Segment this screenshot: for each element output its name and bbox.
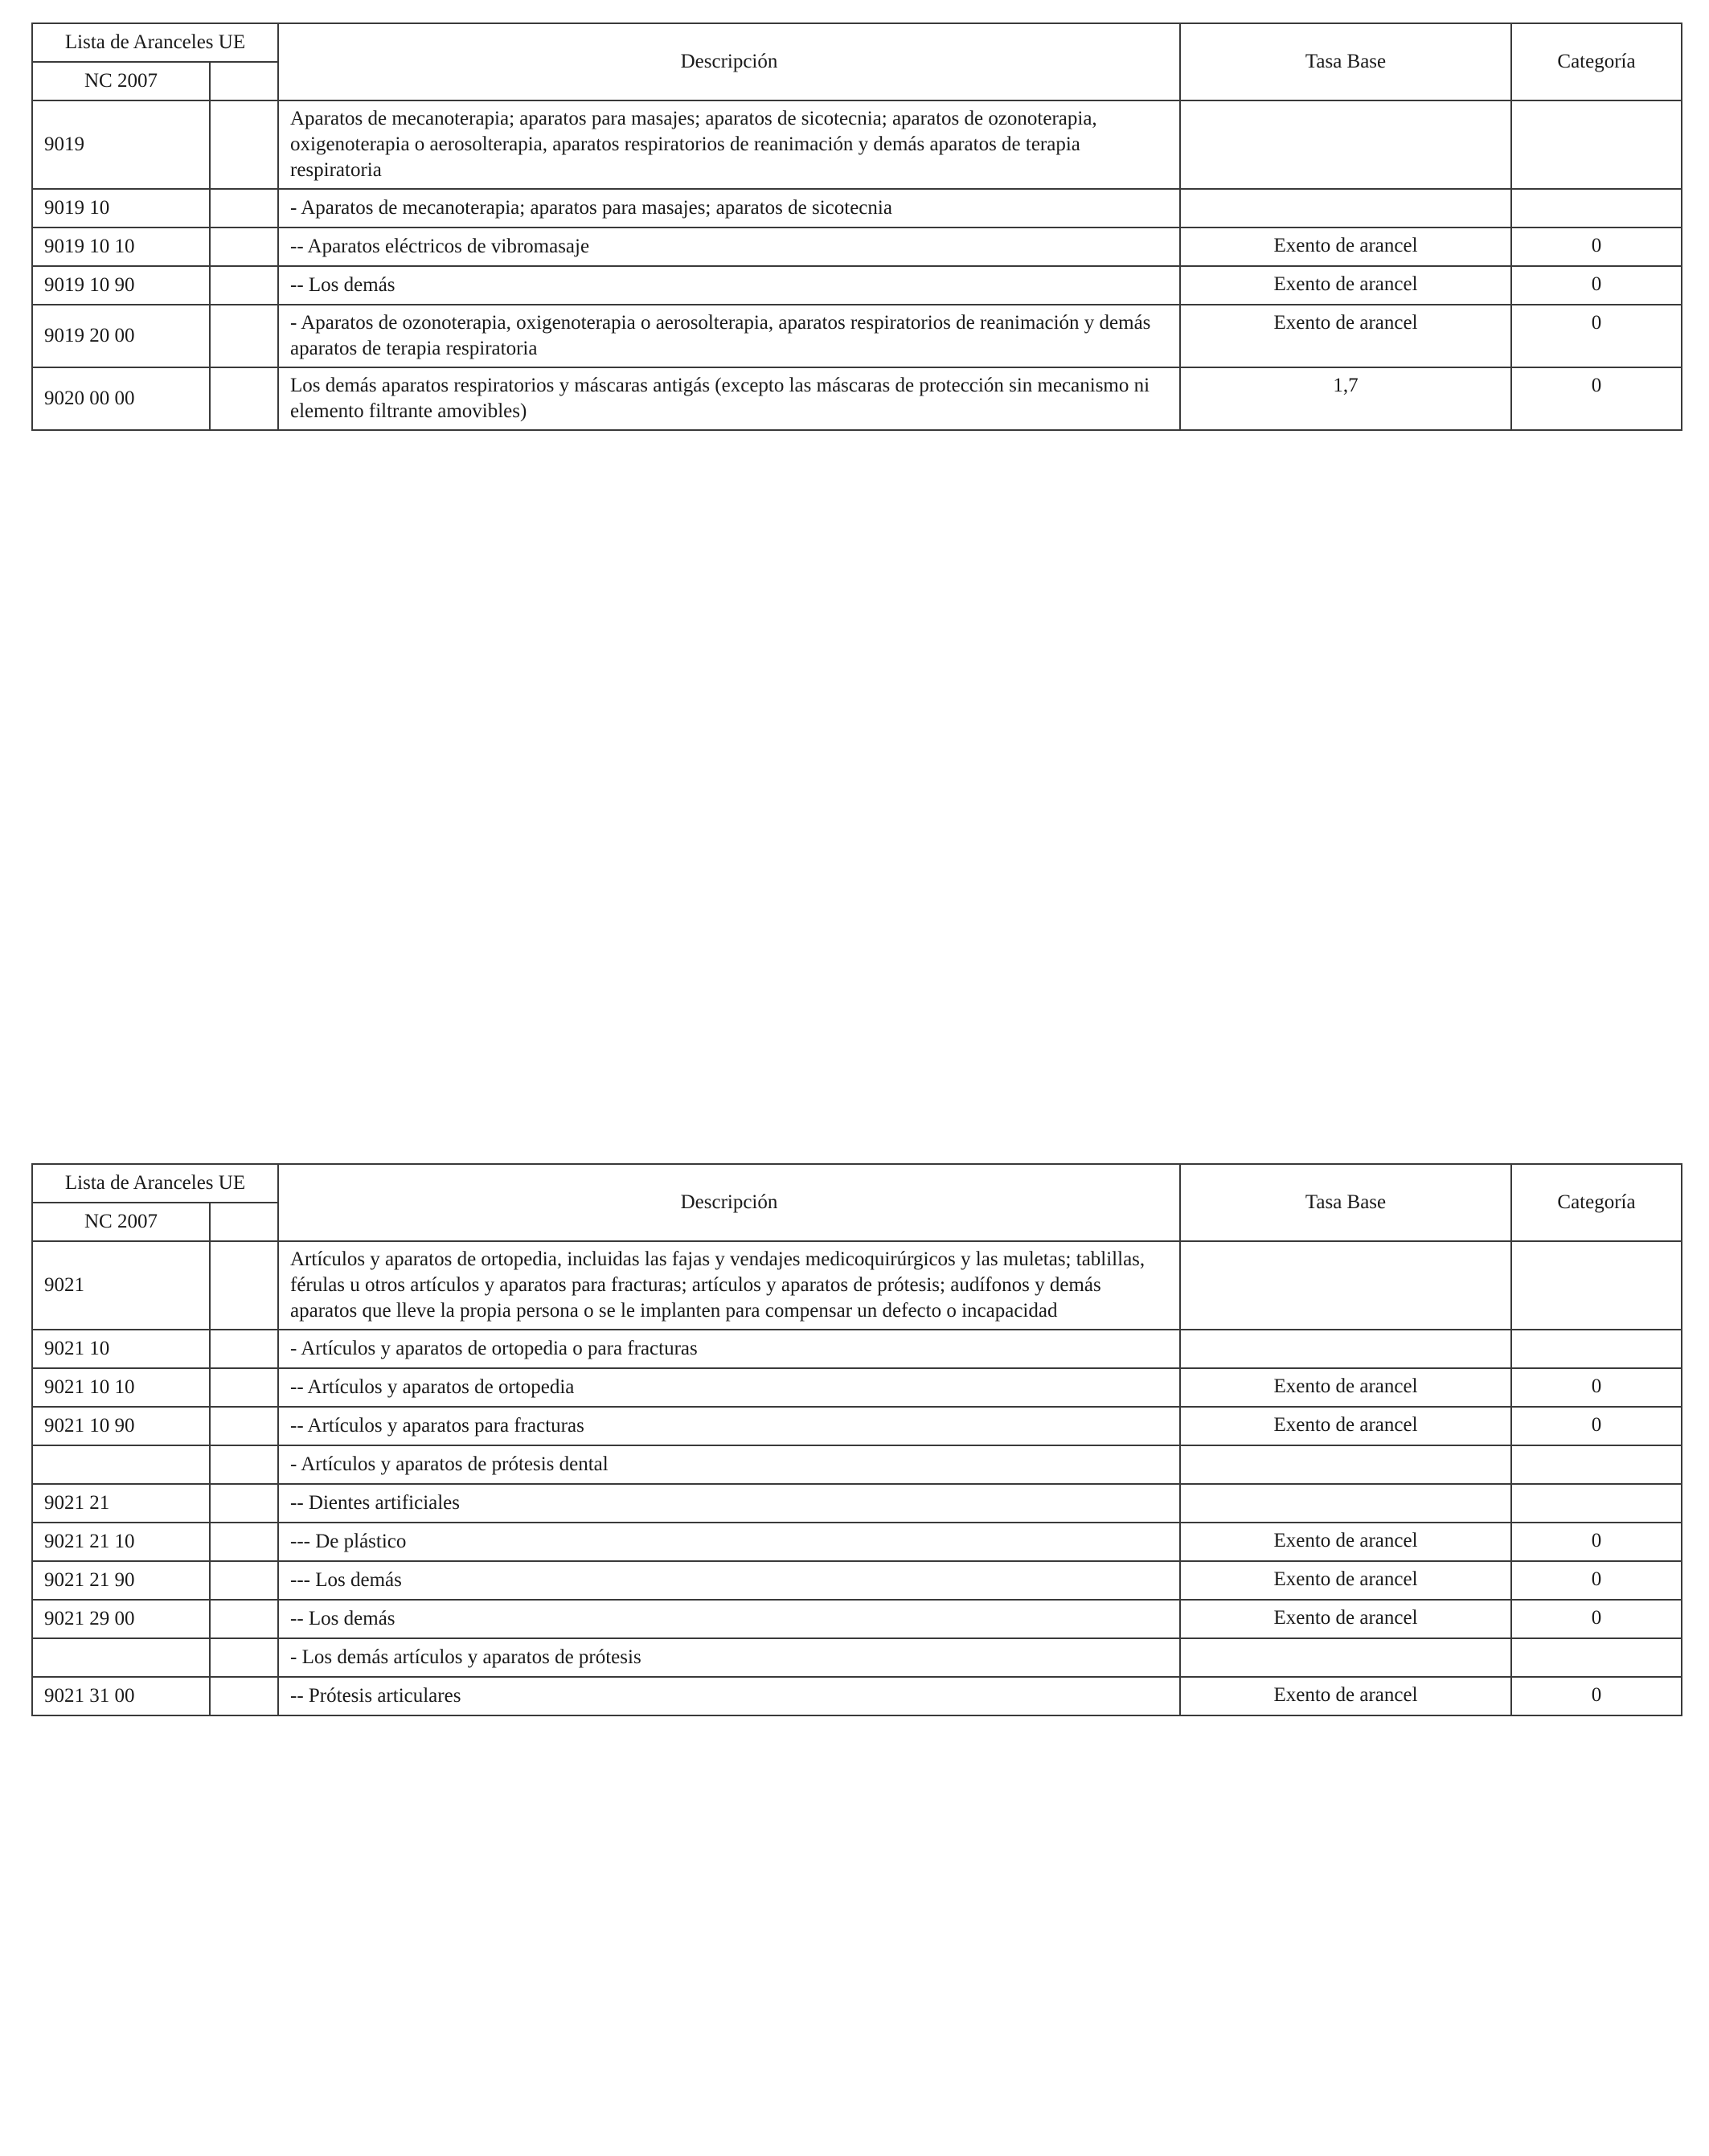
description-cell: --- De plástico <box>278 1523 1180 1561</box>
category-cell <box>1511 1241 1682 1330</box>
blank-cell <box>210 100 278 189</box>
rate-cell: 1,7 <box>1180 367 1511 430</box>
table-row <box>32 1484 1682 1523</box>
rate-cell <box>1180 189 1511 227</box>
blank-cell <box>210 1330 278 1368</box>
description-cell: -- Artículos y aparatos de ortopedia <box>278 1368 1180 1407</box>
code-cell: 9019 10 10 <box>32 227 210 266</box>
blank-cell <box>210 189 278 227</box>
table-row <box>32 1638 1682 1677</box>
code-cell: 9021 21 10 <box>32 1523 210 1561</box>
description-cell: - Artículos y aparatos de ortopedia o para fracturas <box>278 1330 1180 1368</box>
description-cell: -- Aparatos eléctricos de vibromasaje <box>278 227 1180 266</box>
rate-cell: Exento de arancel <box>1180 1407 1511 1445</box>
category-cell <box>1511 1330 1682 1368</box>
category-cell <box>1511 1484 1682 1523</box>
blank-cell <box>210 1600 278 1638</box>
code-cell <box>32 1445 210 1484</box>
rate-cell: Exento de arancel <box>1180 1561 1511 1600</box>
description-cell: Los demás aparatos respiratorios y máscaras antigás (excepto las máscaras de protección sin mecanismo ni elemento filtrante amovibles) <box>278 367 1180 430</box>
code-cell: 9019 10 <box>32 189 210 227</box>
blank-cell <box>210 1523 278 1561</box>
code-cell: 9021 10 <box>32 1330 210 1368</box>
blank-cell <box>210 1407 278 1445</box>
category-cell <box>1511 1638 1682 1677</box>
category-cell: 0 <box>1511 1523 1682 1561</box>
header-row <box>32 1164 1682 1203</box>
table-row <box>32 1600 1682 1638</box>
blank-cell <box>210 305 278 367</box>
table-row <box>32 1561 1682 1600</box>
rate-cell: Exento de arancel <box>1180 1677 1511 1715</box>
category-cell: 0 <box>1511 367 1682 430</box>
category-cell: 0 <box>1511 1561 1682 1600</box>
description-cell: - Aparatos de ozonoterapia, oxigenoterapia o aerosolterapia, aparatos respiratorios de reanimación y demás aparatos de terapia respiratoria <box>278 305 1180 367</box>
category-cell: 0 <box>1511 1600 1682 1638</box>
code-cell: 9020 00 00 <box>32 367 210 430</box>
description-cell: -- Los demás <box>278 1600 1180 1638</box>
table-row <box>32 1368 1682 1407</box>
code-cell: 9019 20 00 <box>32 305 210 367</box>
category-cell: 0 <box>1511 266 1682 305</box>
code-cell: 9021 <box>32 1241 210 1330</box>
nc-header: NC 2007 <box>32 62 210 100</box>
table-row <box>32 1330 1682 1368</box>
code-cell: 9021 31 00 <box>32 1677 210 1715</box>
description-cell: --- Los demás <box>278 1561 1180 1600</box>
tariff-table <box>31 1163 1682 1716</box>
table-row <box>32 1445 1682 1484</box>
category-header: Categoría <box>1511 23 1682 100</box>
description-cell: -- Prótesis articulares <box>278 1677 1180 1715</box>
blank-cell <box>210 1445 278 1484</box>
rate-cell <box>1180 1241 1511 1330</box>
table-row <box>32 367 1682 430</box>
table-row <box>32 189 1682 227</box>
category-cell: 0 <box>1511 227 1682 266</box>
rate-cell <box>1180 1484 1511 1523</box>
category-header: Categoría <box>1511 1164 1682 1241</box>
code-cell: 9019 <box>32 100 210 189</box>
description-header: Descripción <box>278 1164 1180 1241</box>
header-row <box>32 23 1682 62</box>
blank-cell <box>210 1561 278 1600</box>
blank-header <box>210 1203 278 1241</box>
description-cell: Artículos y aparatos de ortopedia, incluidas las fajas y vendajes medicoquirúrgicos y las muletas; tablillas, férulas u otros artículos y aparatos para fracturas; artículos y aparatos de prótesis; audífonos y demás aparatos que lleve la propia persona o se le implanten para compensar un defecto o incapacidad <box>278 1241 1180 1330</box>
rate-cell: Exento de arancel <box>1180 1368 1511 1407</box>
description-cell: - Artículos y aparatos de prótesis dental <box>278 1445 1180 1484</box>
category-cell: 0 <box>1511 1368 1682 1407</box>
code-cell: 9021 10 10 <box>32 1368 210 1407</box>
blank-cell <box>210 1241 278 1330</box>
blank-cell <box>210 1368 278 1407</box>
category-cell: 0 <box>1511 1677 1682 1715</box>
category-cell <box>1511 100 1682 189</box>
blank-cell <box>210 1677 278 1715</box>
rate-cell: Exento de arancel <box>1180 305 1511 367</box>
rate-cell: Exento de arancel <box>1180 1523 1511 1561</box>
table-row <box>32 1523 1682 1561</box>
list-header: Lista de Aranceles UE <box>32 23 278 62</box>
code-cell: 9021 21 90 <box>32 1561 210 1600</box>
table-row <box>32 1407 1682 1445</box>
description-cell: -- Artículos y aparatos para fracturas <box>278 1407 1180 1445</box>
description-cell: -- Dientes artificiales <box>278 1484 1180 1523</box>
rate-header: Tasa Base <box>1180 1164 1511 1241</box>
description-header: Descripción <box>278 23 1180 100</box>
description-cell: -- Los demás <box>278 266 1180 305</box>
rate-cell <box>1180 100 1511 189</box>
table-row <box>32 305 1682 367</box>
blank-cell <box>210 1484 278 1523</box>
code-cell <box>32 1638 210 1677</box>
rate-cell <box>1180 1445 1511 1484</box>
table-row <box>32 227 1682 266</box>
rate-cell: Exento de arancel <box>1180 1600 1511 1638</box>
category-cell <box>1511 1445 1682 1484</box>
blank-cell <box>210 266 278 305</box>
rate-cell <box>1180 1638 1511 1677</box>
blank-header <box>210 62 278 100</box>
rate-cell <box>1180 1330 1511 1368</box>
table-row <box>32 1677 1682 1715</box>
blank-cell <box>210 227 278 266</box>
code-cell: 9021 29 00 <box>32 1600 210 1638</box>
code-cell: 9021 21 <box>32 1484 210 1523</box>
description-cell: - Aparatos de mecanoterapia; aparatos para masajes; aparatos de sicotecnia <box>278 189 1180 227</box>
description-cell: Aparatos de mecanoterapia; aparatos para masajes; aparatos de sicotecnia; aparatos de ozonoterapia, oxigenoterapia o aerosolterapia, aparatos respiratorios de reanimación y demás aparatos de terapia respiratoria <box>278 100 1180 189</box>
rate-cell: Exento de arancel <box>1180 227 1511 266</box>
category-cell <box>1511 189 1682 227</box>
blank-cell <box>210 1638 278 1677</box>
category-cell: 0 <box>1511 1407 1682 1445</box>
blank-cell <box>210 367 278 430</box>
description-cell: - Los demás artículos y aparatos de prótesis <box>278 1638 1180 1677</box>
tariff-table <box>31 23 1682 431</box>
rate-cell: Exento de arancel <box>1180 266 1511 305</box>
nc-header: NC 2007 <box>32 1203 210 1241</box>
category-cell: 0 <box>1511 305 1682 367</box>
code-cell: 9019 10 90 <box>32 266 210 305</box>
rate-header: Tasa Base <box>1180 23 1511 100</box>
table-row <box>32 100 1682 189</box>
list-header: Lista de Aranceles UE <box>32 1164 278 1203</box>
table-row <box>32 266 1682 305</box>
code-cell: 9021 10 90 <box>32 1407 210 1445</box>
table-row <box>32 1241 1682 1330</box>
